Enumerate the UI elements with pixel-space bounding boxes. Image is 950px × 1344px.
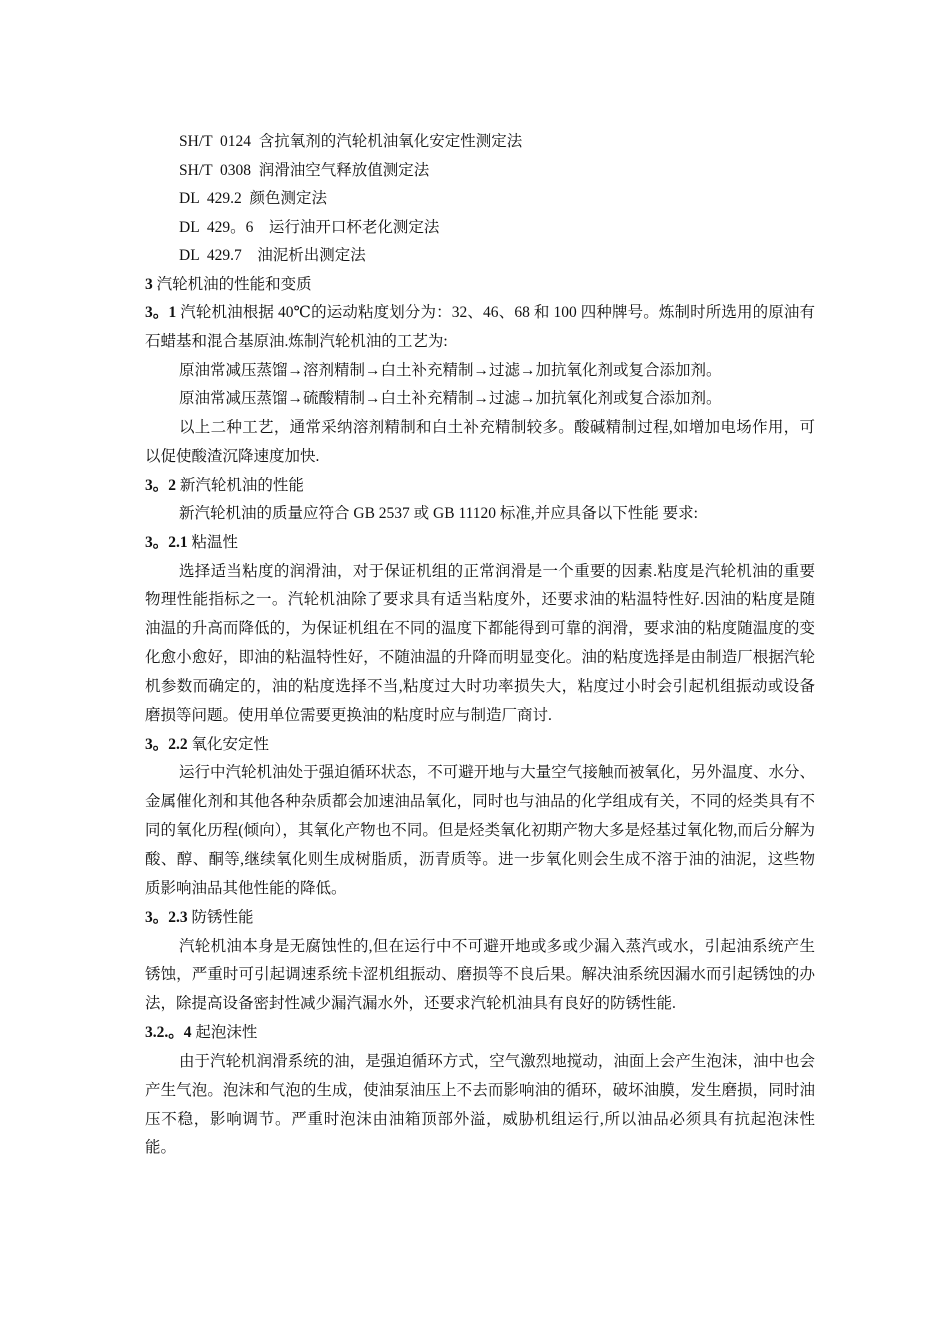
section-3-2-1-heading [145, 529, 815, 558]
section-title: 起泡沫性 [195, 1024, 258, 1042]
section-3-2-2-heading [145, 731, 815, 760]
section-text: 汽轮机油根据 40℃的运动粘度划分为：32、46、68 和 100 四种牌号。炼制时所选用的原油有石蜡基和混合基原油.炼制汽轮机油的工艺为: [145, 304, 816, 350]
body-paragraph: 由于汽轮机润滑系统的油，是强迫循环方式，空气激烈地搅动，油面上会产生泡沫，油中也会产生气泡。泡沫和气泡的生成，使油泵油压上不去而影响油的循环，破坏油膜，发生磨损，同时油压不稳，影响调节。严重时泡沫由油箱顶部外溢，威胁机组运行,所以油品必须具有抗起泡沫性能。 [145, 1052, 815, 1157]
section-title: 汽轮机油的性能和变质 [156, 275, 312, 293]
section-title: 新汽轮机油的性能 [179, 476, 304, 494]
process-flow-1: 原油常减压蒸馏→溶剂精制→白土补充精制→过滤→加抗氧化剂或复合添加剂。 [179, 361, 722, 379]
body-paragraph: 汽轮机油本身是无腐蚀性的,但在运行中不可避开地或多或少漏入蒸汽或水，引起油系统产生锈蚀，严重时可引起调速系统卡涩机组振动、磨损等不良后果。解决油系统因漏水而引起锈蚀的办法，除提高设备密封性减少漏汽漏水外，还要求汽轮机油具有良好的防锈性能. [145, 937, 815, 1013]
section-title: 粘温性 [191, 534, 239, 552]
section-3-1-paragraph [145, 299, 815, 357]
section-3-2-3-heading [145, 904, 815, 933]
body-paragraph: 新汽轮机油的质量应符合 GB 2537 或 GB 11120 标准,并应具备以下性能 要求: [179, 505, 698, 523]
standard-reference: SH/T 0124 含抗氧剂的汽轮机油氧化安定性测定法 [179, 133, 523, 150]
standard-reference: DL 429。6 运行油开口杯老化测定法 [179, 218, 440, 236]
process-flow-2: 原油常减压蒸馏→硫酸精制→白土补充精制→过滤→加抗氧化剂或复合添加剂。 [179, 390, 722, 408]
section-3-heading [145, 271, 815, 300]
section-3-2-4-heading [145, 1019, 815, 1048]
document-page [145, 128, 815, 1163]
section-title: 氧化安定性 [191, 735, 270, 753]
section-number: 3。2.3 [145, 909, 188, 926]
standard-reference: DL 429.2 颜色测定法 [179, 190, 327, 207]
section-number: 3。1 [145, 304, 177, 321]
standard-reference: DL 429.7 油泥析出测定法 [179, 247, 366, 264]
body-paragraph: 选择适当粘度的润滑油，对于保证机组的正常润滑是一个重要的因素.粘度是汽轮机油的重要物理性能指标之一。汽轮机油除了要求具有适当粘度外，还要求油的粘温特性好.因油的粘度是随油温的升高而降低的，为保证机组在不同的温度下都能得到可靠的润滑，要求油的粘度随温度的变化愈小愈好，即油的粘温特性好，不随油温的升降而明显变化。油的粘度选择是由制造厂根据汽轮机参数而确定的，油的粘度选择不当,粘度过大时功率损失大，粘度过小时会引起机组振动或设备磨损等问题。使用单位需要更换油的粘度时应与制造厂商讨. [145, 562, 815, 725]
section-number: 3.2.。4 [145, 1024, 192, 1042]
section-title: 防锈性能 [191, 909, 254, 926]
section-number: 3。2.2 [145, 735, 188, 753]
section-number: 3 [145, 275, 153, 293]
body-paragraph: 以上二种工艺，通常采纳溶剂精制和白土补充精制较多。酸碱精制过程,如增加电场作用，可以促使酸渣沉降速度加快. [145, 418, 815, 465]
standard-reference: SH/T 0308 润滑油空气释放值测定法 [179, 161, 430, 179]
section-3-2-heading [145, 472, 815, 501]
body-paragraph: 运行中汽轮机油处于强迫循环状态，不可避开地与大量空气接触而被氧化，另外温度、水分、金属催化剂和其他各种杂质都会加速油品氧化，同时也与油品的化学组成有关，不同的烃类具有不同的氧化历程(倾向），其氧化产物也不同。但是烃类氧化初期产物大多是烃基过氧化物,而后分解为酸、醇、酮等,继续氧化则生成树脂质，沥青质等。进一步氧化则会生成不溶于油的油泥，这些物质影响油品其他性能的降低。 [145, 764, 815, 898]
section-number: 3。2.1 [145, 534, 188, 552]
section-number: 3。2 [145, 476, 177, 494]
